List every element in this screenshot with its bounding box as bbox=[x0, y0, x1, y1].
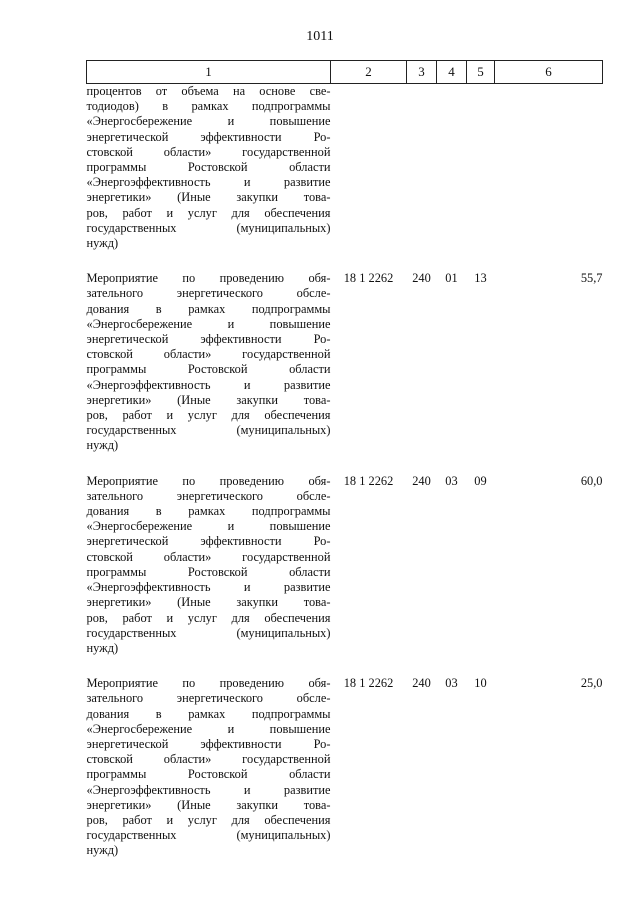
column-header-2: 2 bbox=[331, 61, 407, 84]
subsection-code: 10 bbox=[474, 676, 487, 691]
table-row bbox=[87, 474, 603, 656]
description-line: нужд) bbox=[86, 843, 119, 858]
description-line: «Энергоэффективность и развитие bbox=[86, 377, 331, 392]
column-header-6: 6 bbox=[495, 61, 603, 84]
target-article-code bbox=[331, 84, 407, 252]
description-line: ров, работ и услуг для обеспечения bbox=[86, 205, 331, 220]
section-code bbox=[437, 84, 467, 252]
description-line: энергетической эффективности Ро- bbox=[86, 736, 331, 751]
description-line: нужд) bbox=[86, 236, 119, 251]
target-article-code: 18 1 2262 bbox=[343, 676, 394, 691]
description-line: «Энергоэффективность и развитие bbox=[86, 580, 331, 595]
description-line: программы Ростовской области bbox=[86, 362, 331, 377]
amount-value: 60,0 bbox=[580, 473, 603, 488]
column-number-row bbox=[87, 61, 603, 84]
target-article-code: 18 1 2262 bbox=[343, 473, 394, 488]
description-line: Мероприятие по проведению обя- bbox=[86, 271, 331, 286]
table-row bbox=[87, 676, 603, 858]
column-header-3: 3 bbox=[407, 61, 437, 84]
description-line: энергетической эффективности Ро- bbox=[86, 129, 331, 144]
row-description bbox=[87, 271, 331, 453]
amount-value bbox=[495, 84, 603, 252]
description-line: зательного энергетического обсле- bbox=[86, 691, 331, 706]
description-line: энергетики» (Иные закупки това- bbox=[86, 595, 331, 610]
description-line: стовской области» государственной bbox=[86, 144, 331, 159]
expense-type-code: 240 bbox=[412, 676, 431, 691]
row-description bbox=[87, 474, 331, 656]
table-row bbox=[87, 84, 603, 252]
target-article-code: 18 1 2262 bbox=[343, 271, 394, 286]
description-line: зательного энергетического обсле- bbox=[86, 286, 331, 301]
description-line: ров, работ и услуг для обеспечения bbox=[86, 408, 331, 423]
table-body bbox=[87, 84, 603, 859]
row-spacer-cell bbox=[87, 251, 603, 271]
row-spacer bbox=[87, 656, 603, 676]
description-line: государственных (муниципальных) bbox=[86, 220, 331, 235]
description-line: стовской области» государственной bbox=[86, 752, 331, 767]
description-line: государственных (муниципальных) bbox=[86, 828, 331, 843]
description-line: энергетической эффективности Ро- bbox=[86, 332, 331, 347]
budget-table bbox=[86, 60, 603, 859]
column-header-4: 4 bbox=[437, 61, 467, 84]
section-code: 01 bbox=[445, 271, 458, 286]
description-line: программы Ростовской области bbox=[86, 160, 331, 175]
description-line: дования в рамках подпрограммы bbox=[86, 504, 331, 519]
description-line: государственных (муниципальных) bbox=[86, 423, 331, 438]
description-line: «Энергосбережение и повышение bbox=[86, 316, 331, 331]
description-line: тодиодов) в рамках подпрограммы bbox=[86, 99, 331, 114]
description-line: энергетики» (Иные закупки това- bbox=[86, 797, 331, 812]
row-description bbox=[87, 676, 331, 858]
description-line: энергетики» (Иные закупки това- bbox=[86, 190, 331, 205]
description-line: Мероприятие по проведению обя- bbox=[86, 473, 331, 488]
description-line: ров, работ и услуг для обеспечения bbox=[86, 610, 331, 625]
description-line: «Энергосбережение и повышение bbox=[86, 114, 331, 129]
page-number: 1011 bbox=[306, 29, 334, 44]
column-header-5: 5 bbox=[467, 61, 495, 84]
description-line: программы Ростовской области bbox=[86, 767, 331, 782]
description-line: программы Ростовской области bbox=[86, 564, 331, 579]
description-line: дования в рамках подпрограммы bbox=[86, 706, 331, 721]
description-line: энергетики» (Иные закупки това- bbox=[86, 392, 331, 407]
description-line: ров, работ и услуг для обеспечения bbox=[86, 812, 331, 827]
subsection-code bbox=[467, 84, 495, 252]
amount-value: 25,0 bbox=[580, 676, 603, 691]
description-line: Мероприятие по проведению обя- bbox=[86, 676, 331, 691]
table-row bbox=[87, 271, 603, 453]
section-code: 03 bbox=[445, 473, 458, 488]
description-line: дования в рамках подпрограммы bbox=[86, 301, 331, 316]
row-spacer bbox=[87, 454, 603, 474]
description-line: стовской области» государственной bbox=[86, 347, 331, 362]
expense-type-code bbox=[407, 84, 437, 252]
description-line: зательного энергетического обсле- bbox=[86, 488, 331, 503]
expense-type-code: 240 bbox=[412, 271, 431, 286]
description-line: государственных (муниципальных) bbox=[86, 625, 331, 640]
subsection-code: 09 bbox=[474, 473, 487, 488]
description-line: стовской области» государственной bbox=[86, 549, 331, 564]
description-line: нужд) bbox=[86, 438, 119, 453]
description-line: «Энергосбережение и повышение bbox=[86, 721, 331, 736]
expense-type-code: 240 bbox=[412, 473, 431, 488]
amount-value: 55,7 bbox=[580, 271, 603, 286]
row-spacer bbox=[87, 251, 603, 271]
section-code: 03 bbox=[445, 676, 458, 691]
column-header-1: 1 bbox=[87, 61, 331, 84]
row-spacer-cell bbox=[87, 454, 603, 474]
subsection-code: 13 bbox=[474, 271, 487, 286]
description-line: «Энергоэффективность и развитие bbox=[86, 175, 331, 190]
description-line: «Энергосбережение и повышение bbox=[86, 519, 331, 534]
row-spacer-cell bbox=[87, 656, 603, 676]
description-line: «Энергоэффективность и развитие bbox=[86, 782, 331, 797]
row-description bbox=[87, 84, 331, 252]
description-line: процентов от объема на основе све- bbox=[86, 84, 331, 98]
description-line: нужд) bbox=[86, 640, 119, 655]
description-line: энергетической эффективности Ро- bbox=[86, 534, 331, 549]
